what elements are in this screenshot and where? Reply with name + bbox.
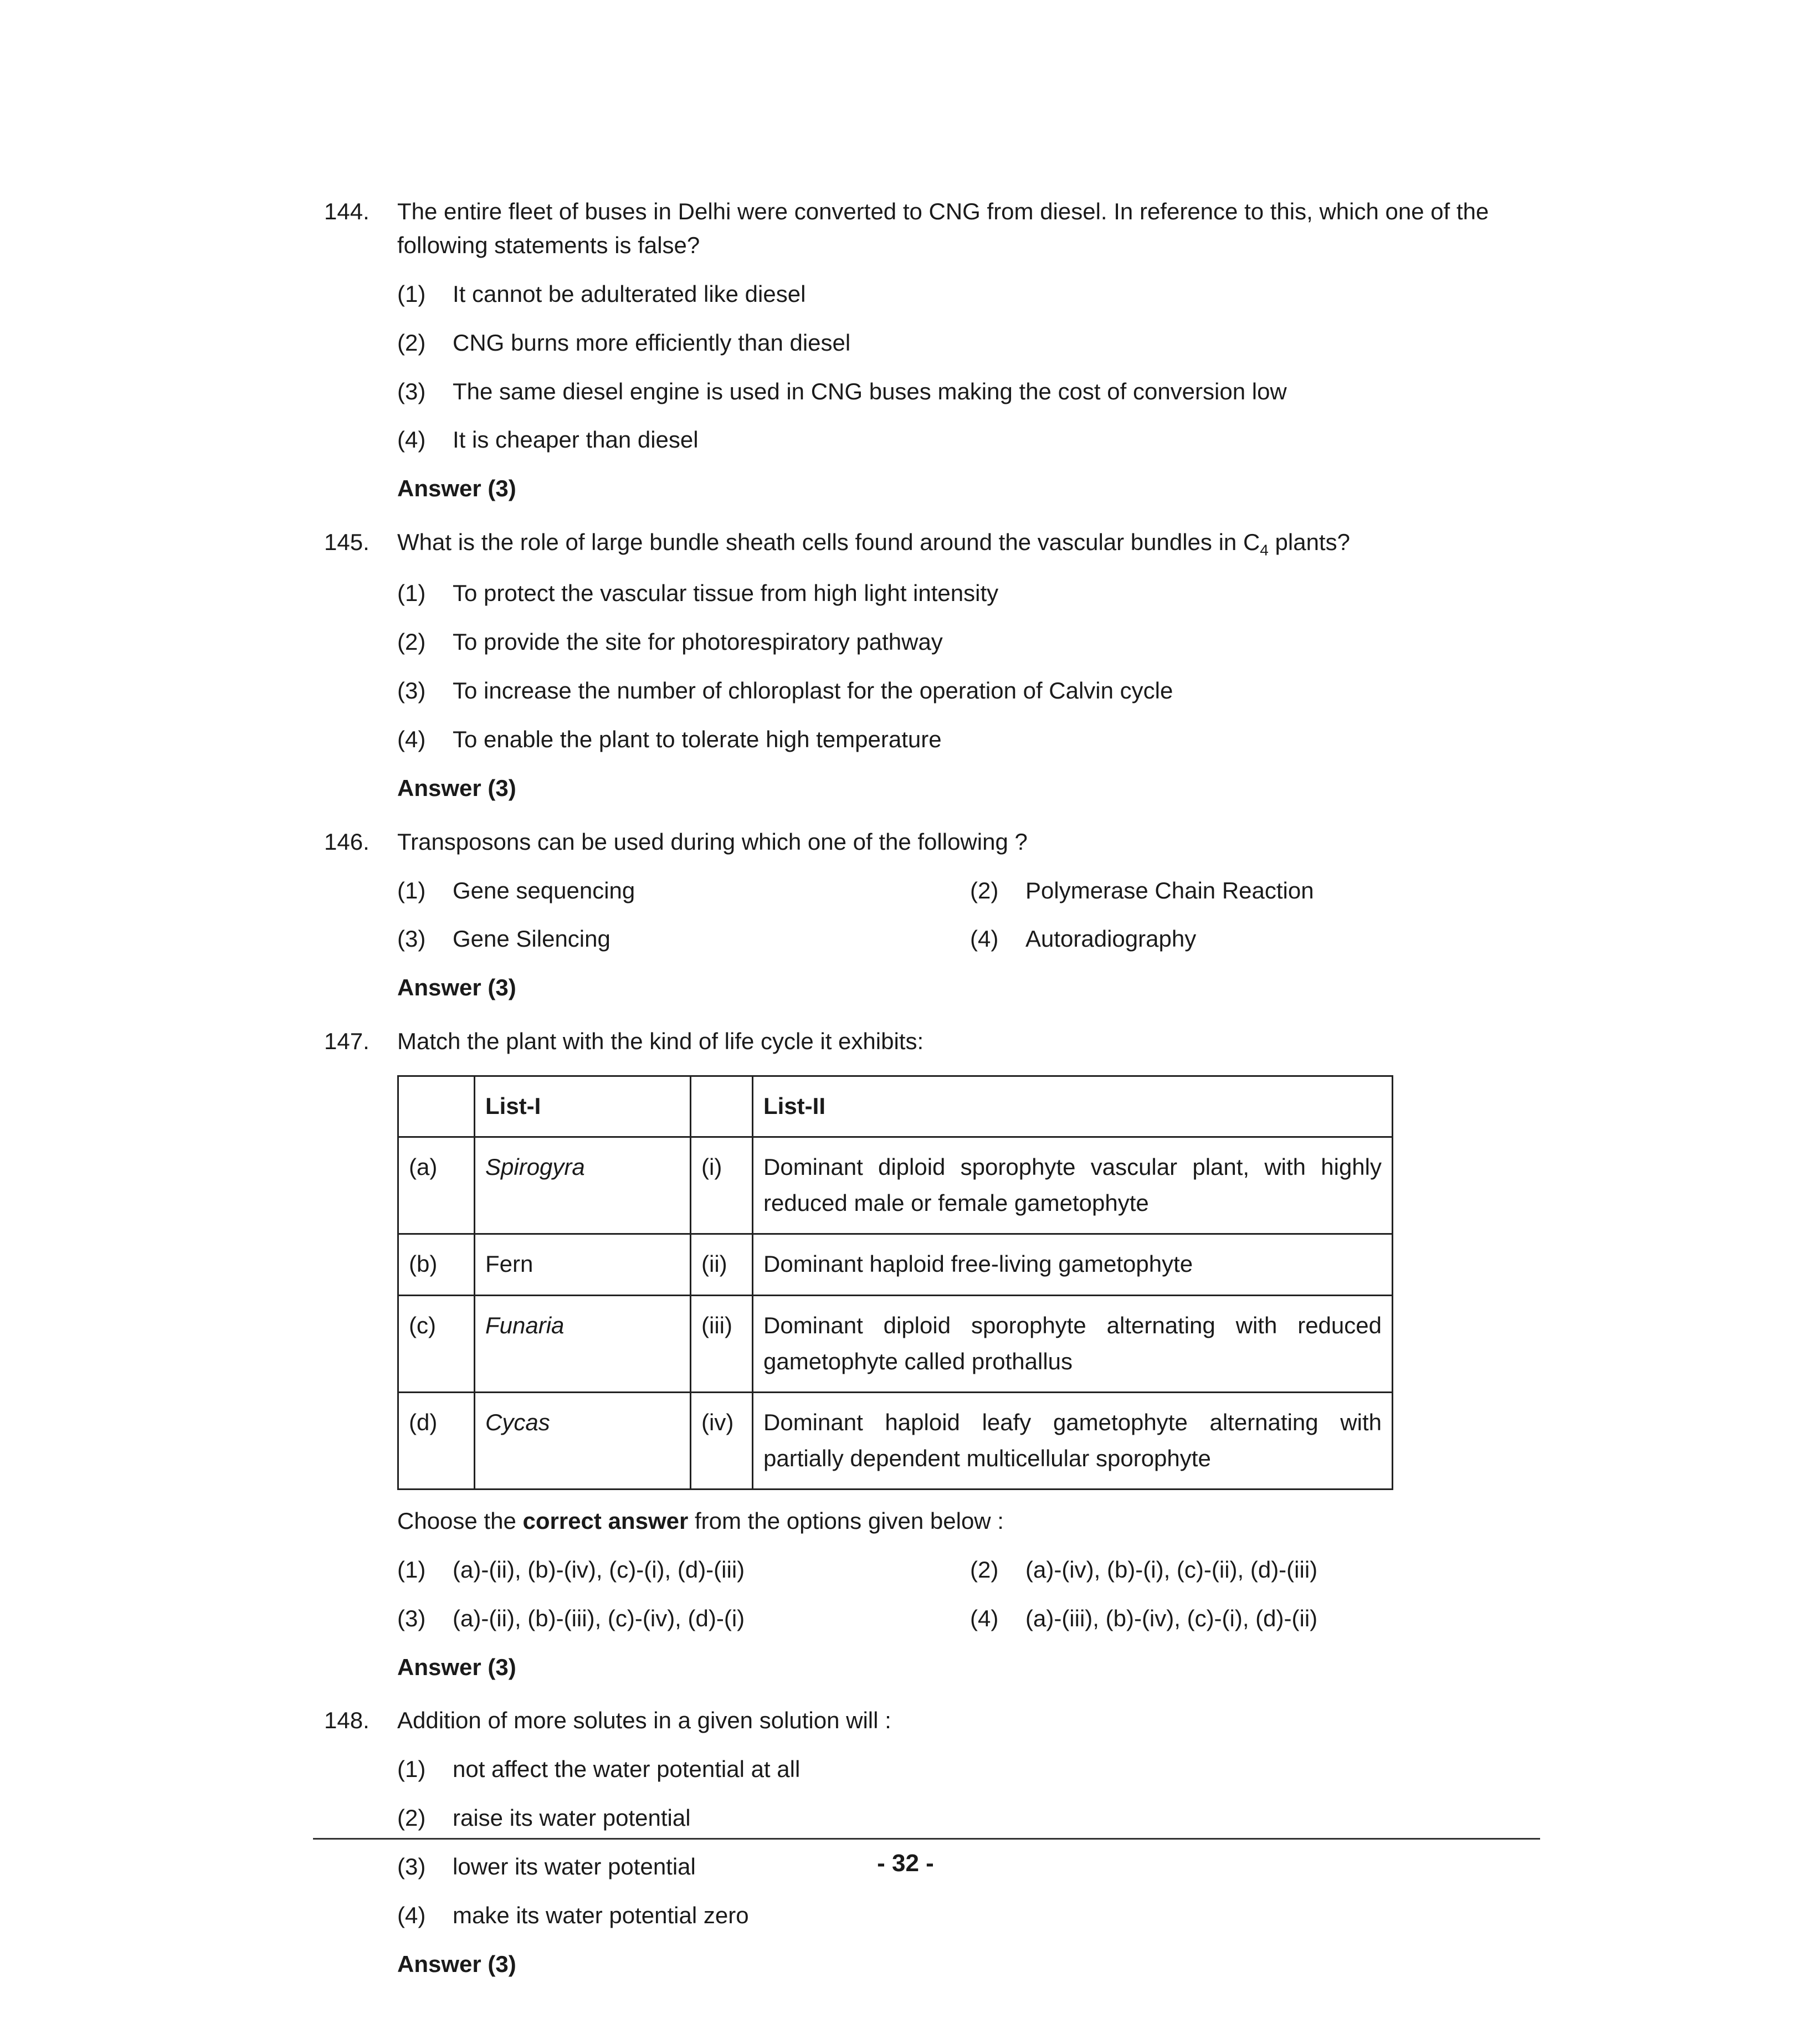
option-text: It cannot be adulterated like diesel xyxy=(453,280,806,307)
option-text: (a)-(iv), (b)-(i), (c)-(ii), (d)-(iii) xyxy=(1025,1556,1318,1583)
life-cycle-description: Dominant haploid free-living gametophyte xyxy=(753,1234,1393,1295)
row-label: (b) xyxy=(398,1234,475,1295)
option-1 xyxy=(397,1553,970,1587)
question-number: 145. xyxy=(324,529,370,556)
question-number: 147. xyxy=(324,1028,370,1055)
footer-divider xyxy=(313,1838,1540,1840)
option-text: Gene sequencing xyxy=(453,877,635,903)
plant-name: Fern xyxy=(475,1234,691,1295)
option-text: Autoradiography xyxy=(1025,926,1197,952)
option-label: (3) xyxy=(397,677,426,703)
option-label: (3) xyxy=(397,1605,426,1631)
row-label: (c) xyxy=(398,1295,475,1392)
option-3 xyxy=(397,1602,970,1636)
option-text: lower its water potential xyxy=(453,1853,696,1880)
option-label: (4) xyxy=(970,926,999,952)
match-table xyxy=(397,1075,1393,1490)
option-1 xyxy=(397,874,970,908)
option-label: (4) xyxy=(397,726,426,752)
option-3 xyxy=(397,674,1543,708)
option-text: The same diesel engine is used in CNG buses making the cost of conversion low xyxy=(453,378,1287,404)
list-1-header: List-I xyxy=(475,1076,691,1137)
option-4 xyxy=(397,723,1543,757)
question-147 xyxy=(324,1025,1543,1684)
option-text: (a)-(iii), (b)-(iv), (c)-(i), (d)-(ii) xyxy=(1025,1605,1318,1631)
option-row xyxy=(397,874,1543,908)
life-cycle-description: Dominant diploid sporophyte vascular plant, with highly reduced male or female gametophyte xyxy=(753,1137,1393,1234)
option-text: It is cheaper than diesel xyxy=(453,427,699,453)
question-text: What is the role of large bundle sheath cells found around the vascular bundles in $C_4$ plants? xyxy=(397,529,1350,559)
table-row xyxy=(398,1295,1393,1392)
option-2 xyxy=(970,874,1543,908)
option-label: (3) xyxy=(397,926,426,952)
row-label: (iv) xyxy=(691,1392,753,1489)
option-4 xyxy=(970,1602,1543,1636)
option-label: (1) xyxy=(397,580,426,607)
option-text: make its water potential zero xyxy=(453,1902,749,1928)
questions-content xyxy=(324,195,1543,1981)
page-number: - 32 - xyxy=(877,1850,934,1877)
answer-label: Answer (3) xyxy=(397,974,516,1001)
option-label: (1) xyxy=(397,877,426,903)
question-number: 148. xyxy=(324,1707,370,1734)
option-text: To protect the vascular tissue from high light intensity xyxy=(453,580,999,607)
table-row xyxy=(398,1234,1393,1295)
row-label: (i) xyxy=(691,1137,753,1234)
option-label: (1) xyxy=(397,1756,426,1783)
question-number: 146. xyxy=(324,828,370,855)
plant-name: Spirogyra xyxy=(475,1137,691,1234)
option-2 xyxy=(397,625,1543,659)
option-text: To provide the site for photorespiratory pathway xyxy=(453,629,943,655)
option-1 xyxy=(397,577,1543,610)
option-4 xyxy=(397,1899,1543,1933)
option-label: (4) xyxy=(970,1605,999,1631)
question-text: Match the plant with the kind of life cycle it exhibits: xyxy=(397,1028,924,1055)
option-text: (a)-(ii), (b)-(iv), (c)-(i), (d)-(iii) xyxy=(453,1556,745,1583)
option-1 xyxy=(397,1753,1543,1786)
option-3 xyxy=(397,375,1543,409)
option-4 xyxy=(397,423,1543,457)
list-2-header: List-II xyxy=(753,1076,1393,1137)
row-label: (iii) xyxy=(691,1295,753,1392)
option-text: Gene Silencing xyxy=(453,926,610,952)
option-text: raise its water potential xyxy=(453,1805,691,1831)
row-label: (a) xyxy=(398,1137,475,1234)
option-label: (2) xyxy=(397,629,426,655)
question-text: Transposons can be used during which one of the following ? xyxy=(397,828,1028,855)
choose-instruction: Choose the correct answer from the options given below : xyxy=(397,1507,1004,1534)
question-number: 144. xyxy=(324,198,370,224)
table-row xyxy=(398,1137,1393,1234)
option-2 xyxy=(397,326,1543,360)
option-label: (2) xyxy=(397,329,426,356)
life-cycle-description: Dominant haploid leafy gametophyte alternating with partially dependent multicellular sporophyte xyxy=(753,1392,1393,1489)
life-cycle-description: Dominant diploid sporophyte alternating with reduced gametophyte called prothallus xyxy=(753,1295,1393,1392)
table-cell xyxy=(691,1076,753,1137)
option-text: not affect the water potential at all xyxy=(453,1756,801,1783)
option-label: (4) xyxy=(397,427,426,453)
option-2 xyxy=(970,1553,1543,1587)
answer-label: Answer (3) xyxy=(397,774,516,801)
row-label: (ii) xyxy=(691,1234,753,1295)
option-text: Polymerase Chain Reaction xyxy=(1025,877,1314,903)
option-label: (1) xyxy=(397,280,426,307)
option-row xyxy=(397,1553,1543,1587)
option-text: To enable the plant to tolerate high temperature xyxy=(453,726,942,752)
option-text: CNG burns more efficiently than diesel xyxy=(453,329,851,356)
option-4 xyxy=(970,922,1543,956)
option-label: (2) xyxy=(970,877,999,903)
option-text: (a)-(ii), (b)-(iii), (c)-(iv), (d)-(i) xyxy=(453,1605,745,1631)
option-label: (4) xyxy=(397,1902,426,1928)
option-2 xyxy=(397,1801,1543,1835)
question-146 xyxy=(324,825,1543,1005)
answer-label: Answer (3) xyxy=(397,475,516,502)
option-label: (1) xyxy=(397,1556,426,1583)
question-145 xyxy=(324,526,1543,805)
plant-name: Cycas xyxy=(475,1392,691,1489)
option-row xyxy=(397,1602,1543,1636)
option-text: To increase the number of chloroplast for the operation of Calvin cycle xyxy=(453,677,1173,703)
question-144 xyxy=(324,195,1543,506)
option-label: (2) xyxy=(970,1556,999,1583)
table-header-row xyxy=(398,1076,1393,1137)
plant-name: Funaria xyxy=(475,1295,691,1392)
option-label: (3) xyxy=(397,378,426,404)
table-row xyxy=(398,1392,1393,1489)
answer-label: Answer (3) xyxy=(397,1653,516,1680)
question-text: Addition of more solutes in a given solution will : xyxy=(397,1707,891,1734)
option-label: (3) xyxy=(397,1853,426,1880)
row-label: (d) xyxy=(398,1392,475,1489)
answer-label: Answer (3) xyxy=(397,1950,516,1977)
question-148 xyxy=(324,1704,1543,1981)
option-3 xyxy=(397,922,970,956)
question-text: The entire fleet of buses in Delhi were converted to CNG from diesel. In reference to this, which one of the following statements is false? xyxy=(397,198,1489,258)
option-label: (2) xyxy=(397,1805,426,1831)
table-cell xyxy=(398,1076,475,1137)
option-row xyxy=(397,922,1543,956)
option-1 xyxy=(397,278,1543,311)
